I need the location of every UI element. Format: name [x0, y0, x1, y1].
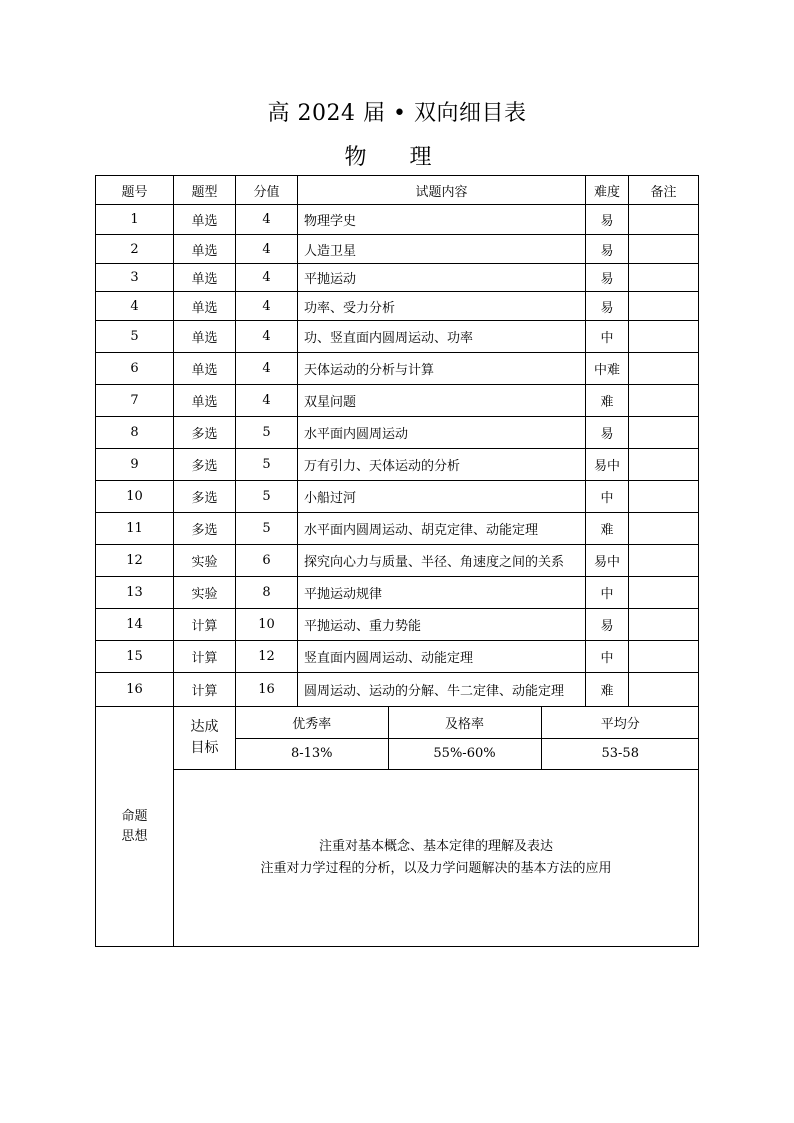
row-note: [629, 577, 699, 609]
header-content: 试题内容: [298, 176, 586, 205]
row-num: 15: [96, 641, 174, 673]
intent-row: [96, 770, 699, 947]
row-type: 实验: [174, 577, 236, 609]
row-type: 单选: [174, 235, 236, 264]
row-score: 5: [236, 481, 298, 513]
document-title: 高 2024 届 • 双向细目表: [267, 101, 527, 126]
row-content: 水平面内圆周运动: [298, 417, 586, 449]
row-content: 物理学史: [298, 205, 586, 235]
row-num: 8: [96, 417, 174, 449]
row-note: [629, 385, 699, 417]
row-difficulty: 难: [586, 385, 629, 417]
table-row: [96, 417, 699, 449]
row-content: 竖直面内圆周运动、动能定理: [298, 641, 586, 673]
row-num: 1: [96, 205, 174, 235]
row-content: 人造卫星: [298, 235, 586, 264]
row-note: [629, 513, 699, 545]
row-difficulty: 易: [586, 205, 629, 235]
table-row: [96, 481, 699, 513]
row-note: [629, 673, 699, 707]
row-note: [629, 641, 699, 673]
row-type: 多选: [174, 513, 236, 545]
row-type: 单选: [174, 321, 236, 353]
row-content: 双星问题: [298, 385, 586, 417]
table-row: [96, 292, 699, 321]
pass-label: 及格率: [388, 707, 541, 738]
row-type: 单选: [174, 205, 236, 235]
row-note: [629, 417, 699, 449]
row-score: 12: [236, 641, 298, 673]
row-score: 4: [236, 385, 298, 417]
header-score: 分值: [236, 176, 298, 205]
intent-content: [174, 770, 699, 947]
row-difficulty: 易: [586, 609, 629, 641]
row-content: 功、竖直面内圆周运动、功率: [298, 321, 586, 353]
row-content: 功率、受力分析: [298, 292, 586, 321]
row-score: 4: [236, 205, 298, 235]
row-difficulty: 易中: [586, 449, 629, 481]
row-score: 4: [236, 264, 298, 292]
row-num: 12: [96, 545, 174, 577]
row-score: 5: [236, 513, 298, 545]
table-row: [96, 577, 699, 609]
row-content: 天体运动的分析与计算: [298, 353, 586, 385]
row-num: 7: [96, 385, 174, 417]
row-type: 多选: [174, 481, 236, 513]
row-note: [629, 205, 699, 235]
row-difficulty: 易中: [586, 545, 629, 577]
row-score: 5: [236, 449, 298, 481]
row-content: 水平面内圆周运动、胡克定律、动能定理: [298, 513, 586, 545]
table-row: [96, 264, 699, 292]
table-row: [96, 673, 699, 707]
row-num: 10: [96, 481, 174, 513]
intent-label: 命题 思想: [96, 707, 174, 947]
excellent-value: 8-13%: [236, 738, 388, 769]
row-note: [629, 545, 699, 577]
row-score: 16: [236, 673, 298, 707]
average-value: 53-58: [541, 738, 699, 769]
row-score: 6: [236, 545, 298, 577]
row-difficulty: 中: [586, 641, 629, 673]
row-num: 6: [96, 353, 174, 385]
intent-line: 注重对力学过程的分析，以及力学问题解决的基本方法的应用: [260, 861, 612, 876]
row-note: [629, 481, 699, 513]
intent-line: 注重对基本概念、基本定律的理解及表达: [318, 839, 553, 854]
row-content: 万有引力、天体运动的分析: [298, 449, 586, 481]
row-num: 13: [96, 577, 174, 609]
table-row: [96, 641, 699, 673]
row-type: 计算: [174, 641, 236, 673]
row-difficulty: 易: [586, 235, 629, 264]
target-label: 达成 目标: [174, 707, 236, 770]
row-content: 平抛运动规律: [298, 577, 586, 609]
row-num: 14: [96, 609, 174, 641]
row-note: [629, 264, 699, 292]
table-row: [96, 545, 699, 577]
row-score: 5: [236, 417, 298, 449]
row-score: 4: [236, 321, 298, 353]
row-difficulty: 易: [586, 264, 629, 292]
row-type: 多选: [174, 449, 236, 481]
row-content: 平抛运动、重力势能: [298, 609, 586, 641]
row-difficulty: 易: [586, 292, 629, 321]
table-row: [96, 609, 699, 641]
spec-table: [95, 175, 699, 947]
table-row: [96, 235, 699, 264]
row-num: 16: [96, 673, 174, 707]
table-row: [96, 449, 699, 481]
row-difficulty: 难: [586, 673, 629, 707]
row-content: 圆周运动、运动的分解、牛二定律、动能定理: [298, 673, 586, 707]
row-difficulty: 中: [586, 481, 629, 513]
row-difficulty: 易: [586, 417, 629, 449]
row-note: [629, 449, 699, 481]
row-score: 10: [236, 609, 298, 641]
row-num: 11: [96, 513, 174, 545]
row-note: [629, 292, 699, 321]
target-grid-cell: [236, 707, 699, 770]
header-note: 备注: [629, 176, 699, 205]
table-row: [96, 353, 699, 385]
row-type: 单选: [174, 353, 236, 385]
table-header-row: [96, 176, 699, 205]
table-row: [96, 385, 699, 417]
row-num: 2: [96, 235, 174, 264]
pass-value: 55%-60%: [388, 738, 541, 769]
row-content: 平抛运动: [298, 264, 586, 292]
table-row: [96, 205, 699, 235]
row-difficulty: 中: [586, 577, 629, 609]
row-note: [629, 321, 699, 353]
table-row: [96, 513, 699, 545]
target-grid: [236, 707, 699, 769]
row-content: 小船过河: [298, 481, 586, 513]
row-type: 多选: [174, 417, 236, 449]
row-score: 4: [236, 292, 298, 321]
row-difficulty: 难: [586, 513, 629, 545]
row-difficulty: 中: [586, 321, 629, 353]
excellent-label: 优秀率: [236, 707, 388, 738]
row-type: 计算: [174, 609, 236, 641]
row-score: 8: [236, 577, 298, 609]
average-label: 平均分: [541, 707, 699, 738]
row-type: 计算: [174, 673, 236, 707]
row-type: 单选: [174, 264, 236, 292]
row-num: 5: [96, 321, 174, 353]
row-score: 4: [236, 235, 298, 264]
header-num: 题号: [96, 176, 174, 205]
row-note: [629, 609, 699, 641]
table-row: [96, 321, 699, 353]
row-difficulty: 中难: [586, 353, 629, 385]
row-note: [629, 235, 699, 264]
row-type: 实验: [174, 545, 236, 577]
row-num: 9: [96, 449, 174, 481]
header-difficulty: 难度: [586, 176, 629, 205]
row-score: 4: [236, 353, 298, 385]
row-num: 3: [96, 264, 174, 292]
header-type: 题型: [174, 176, 236, 205]
document-subtitle: 物 理: [344, 145, 450, 170]
row-type: 单选: [174, 292, 236, 321]
row-note: [629, 353, 699, 385]
row-num: 4: [96, 292, 174, 321]
row-type: 单选: [174, 385, 236, 417]
row-content: 探究向心力与质量、半径、角速度之间的关系: [298, 545, 586, 577]
